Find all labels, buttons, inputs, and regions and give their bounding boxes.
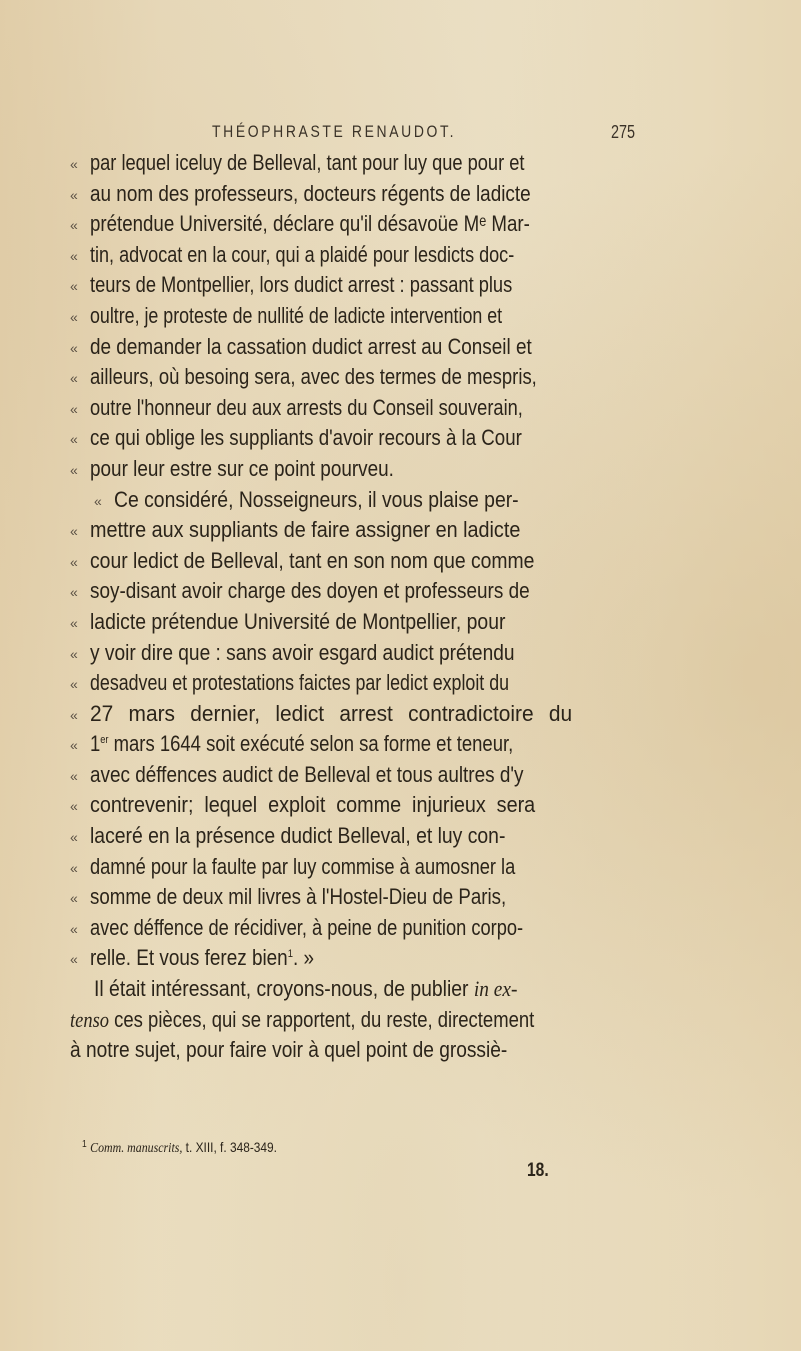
text-line: « damné pour la faulte par luy commise à aumosner la	[70, 852, 670, 883]
quote-mark: «	[70, 829, 78, 846]
quote-mark: «	[70, 461, 78, 478]
quote-mark: «	[70, 676, 78, 693]
text-line: « 27 mars dernier, ledict arrest contradictoire du	[70, 699, 670, 730]
text-line: « contrevenir; lequel exploit comme injurieux sera	[70, 790, 670, 821]
text-line: « 1er mars 1644 soit exécuté selon sa forme et teneur,	[70, 729, 670, 760]
text-line: à notre sujet, pour faire voir à quel point de grossiè-	[70, 1037, 508, 1063]
quote-mark: «	[94, 492, 102, 509]
quote-mark: «	[70, 186, 78, 203]
text-line: « soy-disant avoir charge des doyen et professeurs de	[70, 576, 670, 607]
quote-mark: «	[70, 614, 78, 631]
quote-mark: «	[70, 920, 78, 937]
footnote-reference: t. XIII, f. 348-349.	[182, 1139, 277, 1155]
text-line: « prétendue Université, déclare qu'il désavoüe Mᵉ Mar-	[70, 209, 670, 240]
text-line: « ce qui oblige les suppliants d'avoir recours à la Cour	[70, 423, 670, 454]
text-line: « y voir dire que : sans avoir esgard audict prétendu	[70, 638, 670, 669]
text-line: « somme de deux mil livres à l'Hostel-Dieu de Paris,	[70, 882, 670, 913]
page-number: 275	[611, 122, 636, 142]
text-line: « desadveu et protestations faictes par ledict exploit du	[70, 668, 670, 699]
text-line: « teurs de Montpellier, lors dudict arrest : passant plus	[70, 270, 670, 301]
text-line: « oultre, je proteste de nullité de ladicte intervention et	[70, 301, 670, 332]
text-line: « cour ledict de Belleval, tant en son nom que comme	[70, 546, 670, 577]
text-line: « Ce considéré, Nosseigneurs, il vous plaise per-	[70, 485, 670, 516]
text-line: Il était intéressant, croyons-nous, de publier in ex-	[94, 976, 518, 1002]
quote-mark: «	[70, 370, 78, 387]
quote-mark: «	[70, 400, 78, 417]
text-line: « ladicte prétendue Université de Montpellier, pour	[70, 607, 670, 638]
text-line: « avec déffences audict de Belleval et tous aultres d'y	[70, 760, 670, 791]
footnote-mark: 1	[82, 1139, 87, 1150]
text-line: « tin, advocat en la cour, qui a plaidé pour lesdicts doc-	[70, 240, 670, 271]
text-line: « par lequel iceluy de Belleval, tant pour luy que pour et	[70, 148, 670, 179]
text-line: « mettre aux suppliants de faire assigner en ladicte	[70, 515, 670, 546]
quote-mark: «	[70, 859, 78, 876]
body-text	[70, 148, 670, 1066]
quote-mark: «	[70, 247, 78, 264]
quote-mark: «	[70, 553, 78, 570]
text-line: « pour leur estre sur ce point pourveu.	[70, 454, 670, 485]
text-line: « outre l'honneur deu aux arrests du Conseil souverain,	[70, 393, 670, 424]
quote-mark: «	[70, 706, 78, 723]
quote-mark: «	[70, 645, 78, 662]
quote-mark: «	[70, 278, 78, 295]
text-line: tenso ces pièces, qui se rapportent, du reste, directement	[70, 1006, 535, 1032]
quote-mark: «	[70, 737, 78, 754]
quote-mark: «	[70, 890, 78, 907]
quote-mark: «	[70, 767, 78, 784]
footnote	[82, 1139, 277, 1157]
running-title: THÉOPHRASTE RENAUDOT.	[212, 122, 457, 141]
quote-mark: «	[70, 217, 78, 234]
quote-mark: «	[70, 156, 78, 172]
quote-mark: «	[70, 523, 78, 540]
text-line: « avec déffence de récidiver, à peine de punition corpo-	[70, 913, 670, 944]
quote-mark: «	[70, 584, 78, 601]
text-line: « de demander la cassation dudict arrest au Conseil et	[70, 332, 670, 363]
text-line: « ailleurs, où besoing sera, avec des termes de mespris,	[70, 362, 670, 393]
text-line: « relle. Et vous ferez bien$^1$. »	[70, 943, 670, 974]
quote-mark: «	[70, 951, 78, 968]
quote-mark: «	[70, 798, 78, 815]
quote-mark: «	[70, 339, 78, 356]
text-line: « au nom des professeurs, docteurs régents de ladicte	[70, 179, 670, 210]
quote-mark: «	[70, 431, 78, 448]
footnote-source-title: Comm. manuscrits,	[90, 1141, 183, 1156]
quote-mark: «	[70, 308, 78, 325]
signature-mark: 18.	[527, 1160, 549, 1181]
text-line: « laceré en la présence dudict Belleval, et luy con-	[70, 821, 670, 852]
